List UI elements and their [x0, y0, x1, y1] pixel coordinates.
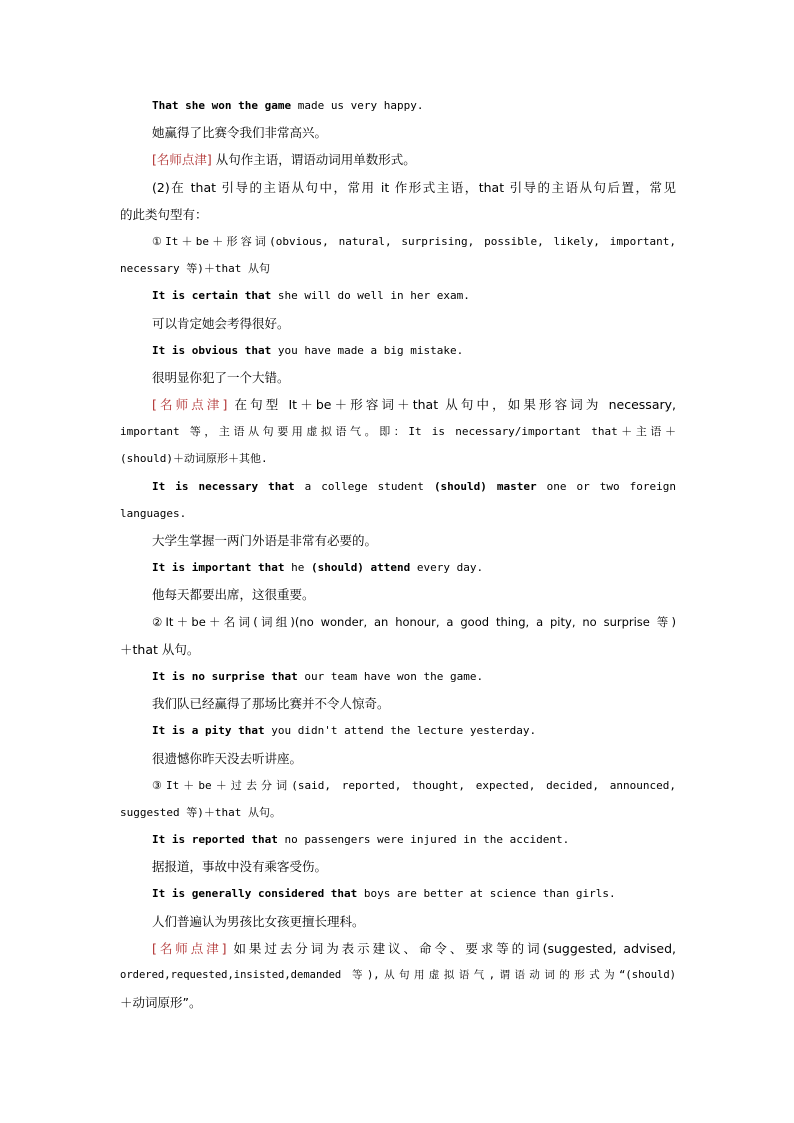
bold-phrase: It is necessary that	[152, 479, 295, 493]
bold-phrase: It is no surprise that	[152, 669, 298, 683]
example-sentence	[120, 826, 676, 853]
sentence-text: he	[284, 561, 311, 575]
example-sentence	[120, 717, 676, 744]
sentence-text: our team have won the game.	[297, 669, 484, 683]
sentence-text: made us very happy.	[291, 99, 424, 112]
pattern-line: ②It＋be＋名词(词组)(no wonder, an honour, a good thing, a pity, no surprise 等)	[152, 614, 676, 629]
example-sentence	[120, 663, 676, 690]
example-sentence	[120, 282, 676, 309]
translation: 人们普遍认为男孩比女孩更擅长理科。	[152, 913, 365, 929]
example-sentence	[120, 473, 676, 500]
teacher-tip	[120, 391, 676, 418]
translation: 据报道，事故中没有乘客受伤。	[152, 859, 328, 875]
translation: 很明显你犯了一个大错。	[152, 369, 290, 385]
tip-tag: [名师点津]	[152, 152, 212, 168]
paragraph-line: (2)在 that 引导的主语从句中，常用 it 作形式主语，that 引导的主语从句后置，常见	[152, 179, 676, 195]
bold-phrase: It is important that	[152, 561, 285, 575]
paragraph-line: (should)＋动词原形＋其他.	[120, 452, 268, 466]
sentence-text: no passengers were injured in the accident.	[277, 833, 570, 847]
pattern-line: suggested 等)＋that 从句。	[120, 805, 281, 819]
translation: 大学生掌握一两门外语是非常有必要的。	[152, 533, 378, 548]
example-sentence	[120, 92, 676, 119]
sentence-text: every day.	[410, 561, 484, 575]
example-sentence	[120, 880, 676, 907]
pattern-line: ＋that 从句。	[120, 641, 200, 657]
bold-phrase: It is obvious that	[152, 343, 272, 357]
teacher-tip	[120, 146, 676, 173]
paragraph-line: ＋动词原形”。	[120, 995, 202, 1011]
bold-phrase: It is certain that	[152, 289, 272, 303]
pattern-line: ③It＋be＋过去分词(said, reported, thought, expected, decided, announced,	[152, 778, 676, 792]
bold-phrase: (should) master	[433, 479, 537, 493]
pattern-line: ①It＋be＋形容词(obvious, natural, surprising, possible, likely, important,	[152, 234, 676, 248]
sentence-text: boys are better at science than girls.	[357, 887, 616, 901]
pattern-line: necessary 等)＋that 从句	[120, 262, 270, 276]
tip-text: 在句型 It＋be＋形容词＋that 从句中，如果形容词为 necessary,	[227, 397, 676, 413]
sentence-text: a college student	[294, 479, 434, 493]
bold-phrase: That she won the game	[152, 99, 292, 112]
translation: 很遗憾你昨天没去听讲座。	[152, 750, 303, 766]
tip-text: 从句作主语，谓语动词用单数形式。	[211, 152, 416, 168]
sentence-text: one or two foreign	[536, 479, 676, 493]
translation: 她赢得了比赛令我们非常高兴。	[152, 125, 328, 141]
tip-text: 如果过去分词为表示建议、命令、要求等的词(suggested, advised,	[226, 940, 676, 956]
tip-tag: [名师点津]	[152, 397, 228, 413]
bold-phrase: (should) attend	[310, 561, 411, 575]
sentence-text: you have made a big mistake.	[271, 343, 464, 357]
sentence-continuation: languages.	[120, 506, 187, 520]
translation: 我们队已经赢得了那场比赛并不令人惊奇。	[152, 696, 390, 712]
paragraph-line: ordered,requested,insisted,demanded 等),从句用虚拟语气,谓语动词的形式为“(should)	[120, 969, 676, 981]
translation: 他每天都要出席，这很重要。	[152, 587, 315, 603]
paragraph-line: 的此类句型有：	[120, 206, 208, 222]
bold-phrase: It is a pity that	[152, 724, 265, 738]
bold-phrase: It is generally considered that	[152, 887, 358, 901]
document-page	[120, 92, 676, 1016]
teacher-tip	[120, 935, 676, 962]
example-sentence	[120, 554, 676, 581]
sentence-text: she will do well in her exam.	[271, 289, 470, 303]
paragraph-line: important 等，主语从句要用虚拟语气。即：It is necessary/important that＋主语＋	[120, 425, 676, 439]
example-sentence	[120, 337, 676, 364]
bold-phrase: It is reported that	[152, 833, 278, 847]
sentence-text: you didn't attend the lecture yesterday.	[264, 724, 537, 738]
tip-tag: [名师点津]	[152, 940, 227, 956]
translation: 可以肯定她会考得很好。	[152, 315, 290, 331]
